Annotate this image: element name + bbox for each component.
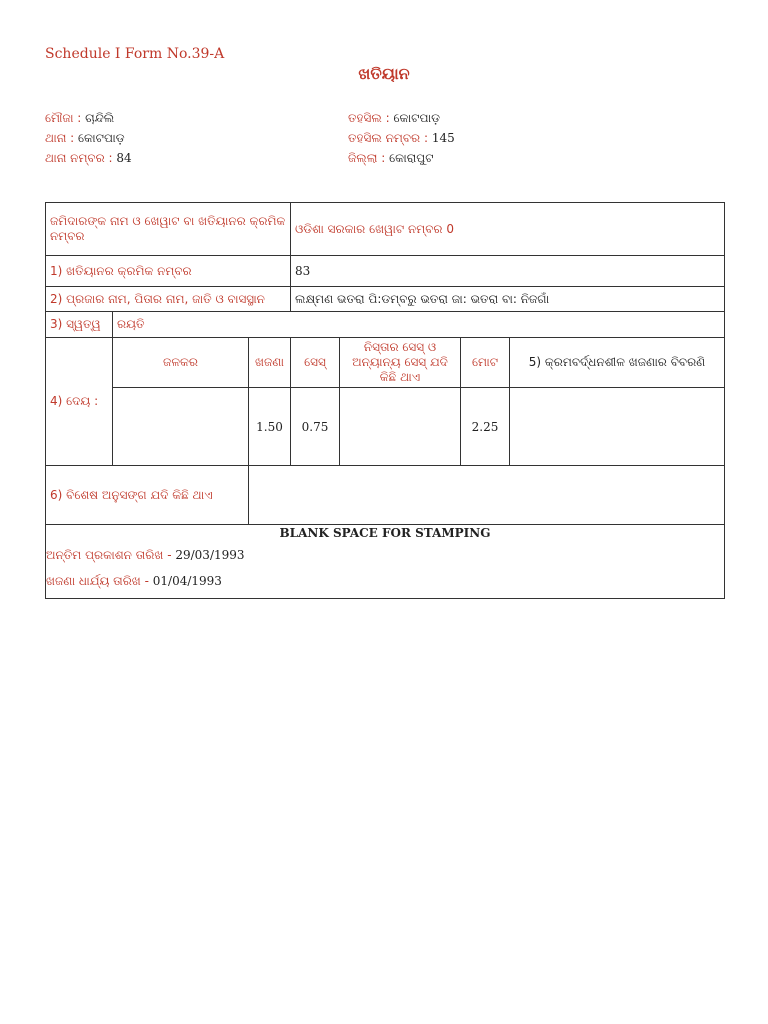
jilla-line: [348, 148, 455, 168]
antim-value: 29/03/1993: [175, 548, 245, 562]
tahasil-value: କୋଟପାଡ଼: [393, 111, 441, 125]
mouja-value: ଚାନ୍ଦିଲି: [85, 111, 115, 125]
val-nistar: [340, 388, 461, 466]
right-value: ରୟତି: [113, 312, 725, 338]
zamindar-value-text: ଓଡିଶା ସରକାର ଖେୱାଟ ନମ୍ବର 0: [295, 221, 454, 236]
khajana-date-value: 01/04/1993: [152, 574, 222, 588]
khatiyan-serial-label: 1) ଖତିୟାନର କ୍ରମିକ ନମ୍ବର: [46, 256, 291, 287]
col-khajana: ଖଜଣା: [249, 338, 291, 388]
special-value: [249, 466, 725, 525]
dates-block: [46, 540, 724, 594]
thana-no-label: ଥାନା ନମ୍ବର :: [45, 151, 113, 165]
header-right: [348, 108, 455, 168]
stamp-area: [46, 525, 725, 599]
zamindar-value: [291, 203, 725, 256]
val-ses: 0.75: [291, 388, 340, 466]
khajana-date-label: ଖଜଣା ଧାର୍ଯ୍ୟ ତାରିଖ -: [46, 574, 149, 588]
khatiyan-table: [45, 202, 725, 599]
col-kram: 5) କ୍ରମବର୍ଦ୍ଧନଶୀଳ ଖଜଣାର ବିବରଣି: [510, 338, 725, 388]
payment-label: 4) ଦେୟ :: [46, 338, 113, 466]
document-title: ଖତିୟାନ: [358, 64, 410, 83]
col-ses: ସେସ୍: [291, 338, 340, 388]
col-jalakar: ଜଳକର: [113, 338, 249, 388]
val-khajana: 1.50: [249, 388, 291, 466]
thana-line: [45, 128, 132, 148]
antim-line: [46, 542, 724, 568]
thana-label: ଥାନା :: [45, 131, 75, 145]
tenant-row: [46, 287, 725, 312]
val-jalakar: [113, 388, 249, 466]
tenant-value: ଲକ୍ଷ୍ମଣ ଭତରା ପି:ଡମ୍ବରୁ ଭତରା ଜା: ଭତରା ବା: ନିଜଗାଁ: [291, 287, 725, 312]
col-nistar: ନିସ୍ତାର ସେସ୍ ଓ ଅନ୍ୟାନ୍ୟ ସେସ୍ ଯଦି କିଛି ଥାଏ: [340, 338, 461, 388]
khatiyan-serial-row: [46, 256, 725, 287]
val-mot: 2.25: [461, 388, 510, 466]
right-row: [46, 312, 725, 338]
special-row: [46, 466, 725, 525]
val-kram: [510, 388, 725, 466]
thana-no-value: 84: [116, 151, 132, 165]
mouja-line: [45, 108, 132, 128]
thana-no-line: [45, 148, 132, 168]
right-label: 3) ସ୍ୱତ୍ୱ: [46, 312, 113, 338]
tenant-label: 2) ପ୍ରଜାର ନାମ, ପିତାର ନାମ, ଜାତି ଓ ବାସସ୍ଥାନ: [46, 287, 291, 312]
antim-label: ଅନ୍ତିମ ପ୍ରକାଶନ ତାରିଖ -: [46, 548, 172, 562]
thana-value: କୋଟପାଡ଼: [78, 131, 125, 145]
header-left: [45, 108, 132, 168]
zamindar-label: ଜମିଦାରଙ୍କ ନାମ ଓ ଖେୱାଟ ବା ଖତିୟାନର କ୍ରମିକ ନମ୍ବର: [46, 203, 291, 256]
tahasil-no-value: 145: [431, 131, 455, 145]
khajana-date-line: [46, 568, 724, 594]
stamp-title: BLANK SPACE FOR STAMPING: [279, 526, 491, 540]
special-label: 6) ବିଶେଷ ଅନୁସଙ୍ଗ ଯଦି କିଛି ଥାଏ: [46, 466, 249, 525]
mouja-label: ମୌଜା :: [45, 111, 82, 125]
tahasil-line: [348, 108, 455, 128]
payment-header-row: [46, 338, 725, 388]
tahasil-no-label: ତହସିଲ ନମ୍ବର :: [348, 131, 429, 145]
zamindar-row: [46, 203, 725, 256]
payment-values-row: [46, 388, 725, 466]
tahasil-label: ତହସିଲ :: [348, 111, 390, 125]
tahasil-no-line: [348, 128, 455, 148]
form-number: Schedule I Form No.39-A: [45, 46, 225, 62]
col-mot: ମୋଟ: [461, 338, 510, 388]
khatiyan-serial-value: 83: [291, 256, 725, 287]
stamp-row: [46, 525, 725, 599]
jilla-value: କୋରାପୁଟ: [389, 151, 434, 165]
jilla-label: ଜିଲ୍ଲା :: [348, 151, 386, 165]
